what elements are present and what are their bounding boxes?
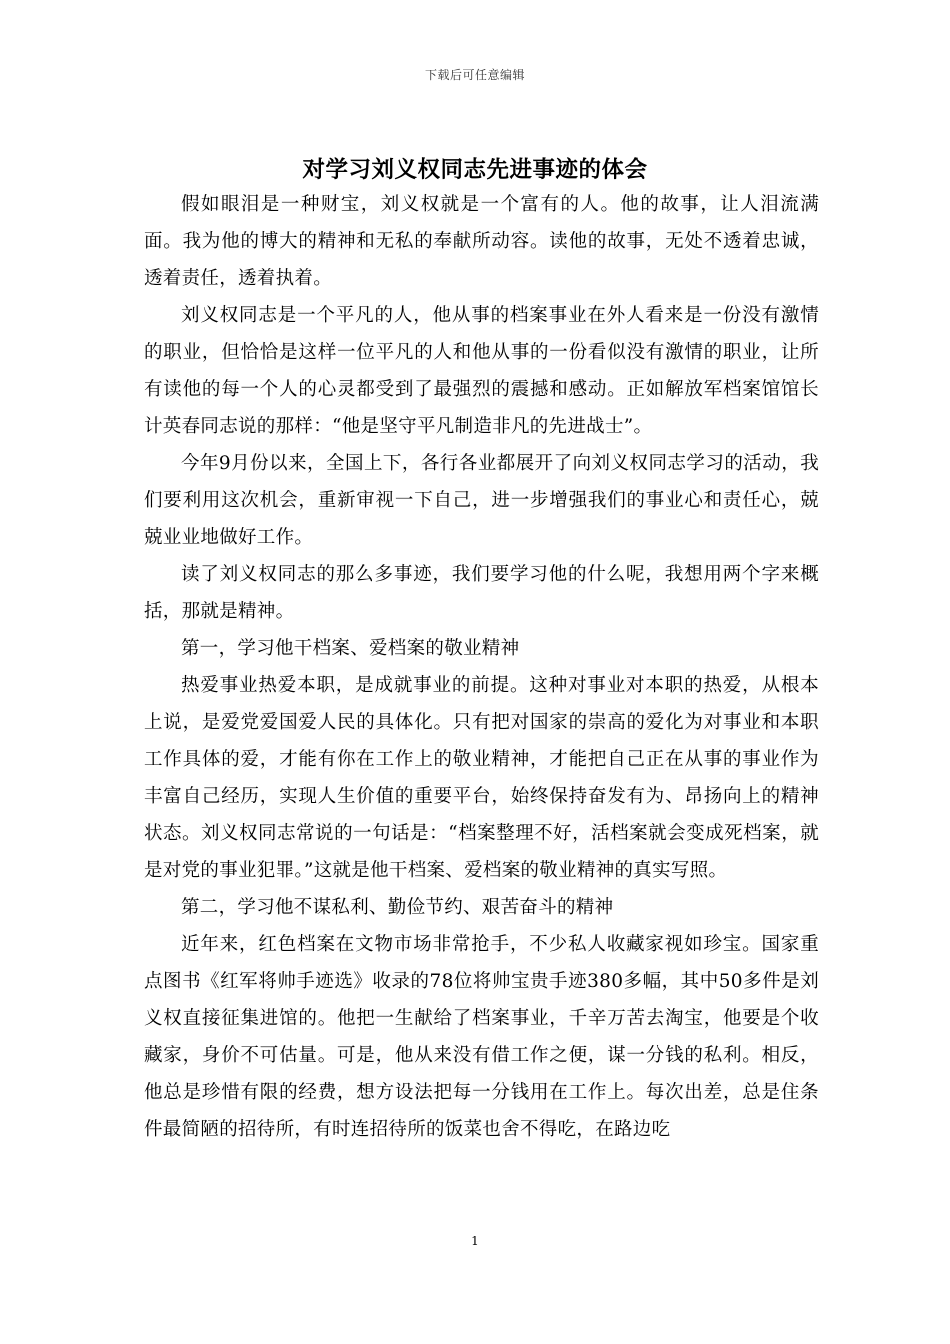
page-header-note: 下载后可任意编辑 [424,68,525,82]
section-2-paragraph: 近年来，红色档案在文物市场非常抢手，不少私人收藏家视如珍宝。国家重点图书《红军将帅手迹选》收录的78位将帅宝贵手迹380多幅，其中50多件是刘义权直接征集进馆的。他把一生献给了档案事业，千辛万苦去淘宝，他要是个收藏家，身价不可估量。可是，他从来没有借工作之便，谋一分钱的私利。相反，他总是珍惜有限的经费，想方设法把每一分钱用在工作上。每次出差，总是住条件最简陋的招待所，有时连招待所的饭菜也舍不得吃，在路边吃 [144,934,819,1140]
paragraph-3: 今年9月份以来，全国上下，各行各业都展开了向刘义权同志学习的活动，我们要利用这次机会，重新审视一下自己，进一步增强我们的事业心和责任心，兢兢业业地做好工作。 [144,453,819,548]
section-1-paragraph: 热爱事业热爱本职，是成就事业的前提。这种对事业对本职的热爱，从根本上说，是爱党爱国爱人民的具体化。只有把对国家的崇高的爱化为对事业和本职工作具体的爱，才能有你在工作上的敬业精神，才能把自己正在从事的事业作为丰富自己经历，实现人生价值的重要平台，始终保持奋发有为、昂扬向上的精神状态。刘义权同志常说的一句话是：“档案整理不好，活档案就会变成死档案，就是对党的事业犯罪。”这就是他干档案、爱档案的敬业精神的真实写照。 [144,675,819,881]
document-title: 对学习刘义权同志先进事迹的体会 [302,157,648,183]
page-number: 1 [471,1234,479,1248]
paragraph-2: 刘义权同志是一个平凡的人，他从事的档案事业在外人看来是一份没有激情的职业，但恰恰是这样一位平凡的人和他从事的一份看似没有激情的职业，让所有读他的每一个人的心灵都受到了最强烈的震撼和感动。正如解放军档案馆馆长计英春同志说的那样：“他是坚守平凡制造非凡的先进战士”。 [144,305,819,437]
document-body [144,186,819,1148]
section-2-heading: 第二，学习他不谋私利、勤俭节约、艰苦奋斗的精神 [181,897,614,918]
paragraph-1: 假如眼泪是一种财宝，刘义权就是一个富有的人。他的故事，让人泪流满面。我为他的博大的精神和无私的奉献所动容。读他的故事，无处不透着忠诚，透着责任，透着执着。 [144,194,819,289]
paragraph-4: 读了刘义权同志的那么多事迹，我们要学习他的什么呢，我想用两个字来概括，那就是精神。 [144,564,819,622]
section-1-heading: 第一，学习他干档案、爱档案的敬业精神 [181,638,520,659]
